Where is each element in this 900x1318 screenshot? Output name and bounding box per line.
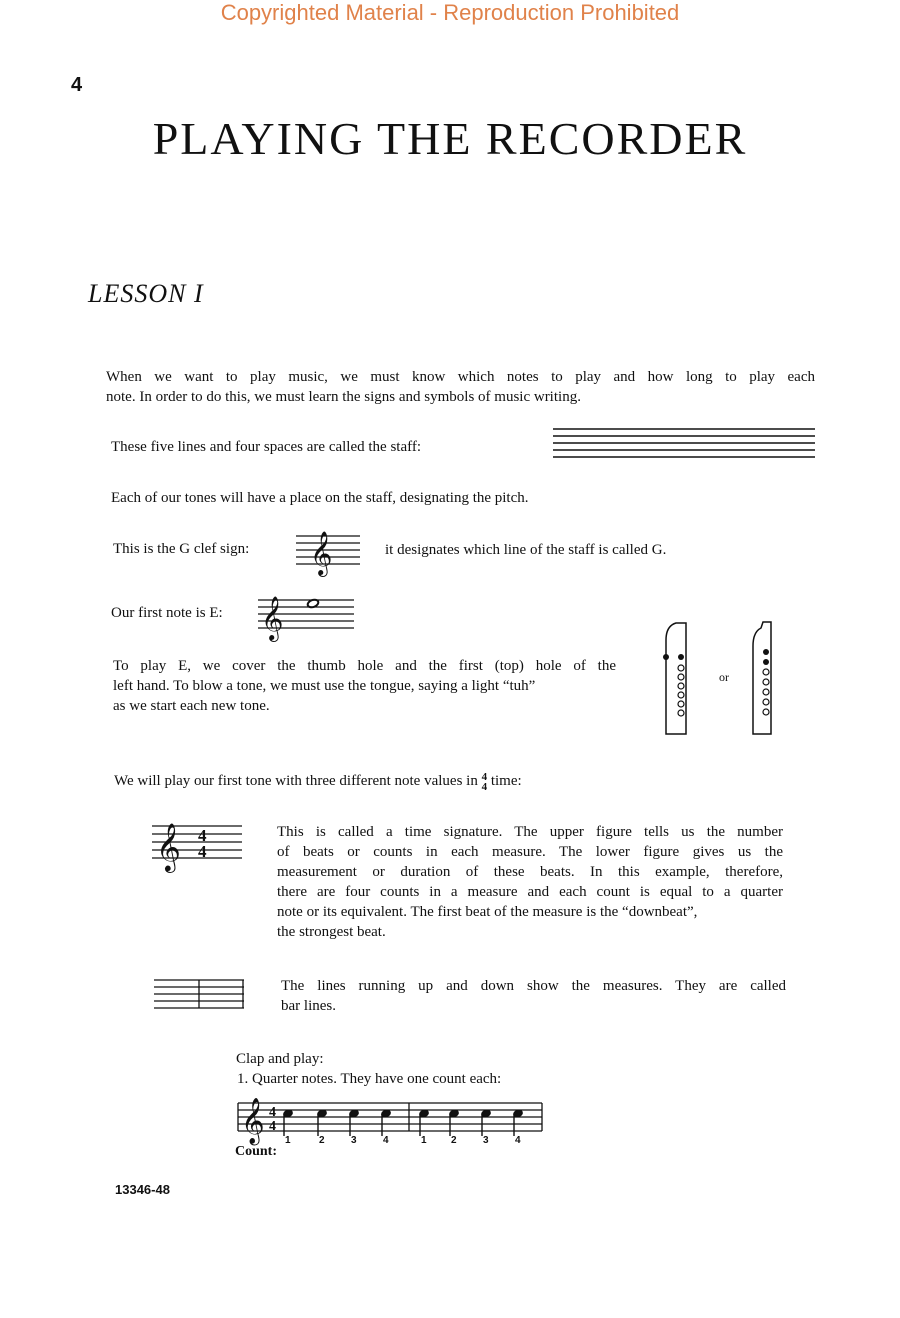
time-sig-denominator: 4 xyxy=(198,842,207,861)
time-sig-desc-line-5: note or its equivalent. The first beat of the measure is the “downbeat”, xyxy=(277,904,698,920)
intro-line-1: When we want to play music, we must know which notes to play and how long to play each xyxy=(106,369,815,385)
recorder-fingering-icon xyxy=(660,620,692,736)
treble-clef-icon: 𝄞 xyxy=(241,1098,265,1144)
time-sig-intro-after: time: xyxy=(490,773,522,789)
play-e-line-2: left hand. To blow a tone, we must use the tongue, saying a light “tuh” xyxy=(113,678,536,694)
intro-line-2: note. In order to do this, we must learn the signs and symbols of music writing. xyxy=(106,389,581,405)
bar-lines-desc-line-1: The lines running up and down show the measures. They are called xyxy=(281,978,786,994)
count-number: 2 xyxy=(451,1135,457,1146)
page-title: PLAYING THE RECORDER xyxy=(152,113,748,164)
recorder-fingering-alt-icon xyxy=(749,620,781,736)
play-e-line-3: as we start each new tone. xyxy=(113,698,270,714)
time-sig-numerator: 4 xyxy=(198,826,207,845)
time-sig-intro-before: We will play our first tone with three different note values in xyxy=(114,773,478,789)
count-number: 3 xyxy=(351,1135,357,1146)
time-sig-denominator: 4 xyxy=(269,1119,276,1134)
time-sig-desc-line-3: measurement or duration of these beats. In this example, therefore, xyxy=(277,864,783,880)
page-number: 4 xyxy=(71,74,83,96)
inline-time-sig-numerator: 4 xyxy=(481,770,488,783)
gclef-description: it designates which line of the staff is called G. xyxy=(385,542,667,558)
count-number: 4 xyxy=(515,1135,521,1146)
fingering-or: or xyxy=(719,670,729,684)
staff-text: These five lines and four spaces are called the staff: xyxy=(111,439,422,455)
clap-item-1: 1. Quarter notes. They have one count each: xyxy=(237,1071,502,1087)
treble-clef-icon: 𝄞 xyxy=(310,531,333,575)
gclef-staff xyxy=(296,531,360,575)
bar-lines-staff xyxy=(154,977,244,1013)
time-sig-intro xyxy=(114,771,522,792)
pitch-text: Each of our tones will have a place on the staff, designating the pitch. xyxy=(111,490,529,506)
treble-clef-icon: 𝄞 xyxy=(156,822,181,871)
count-label: Count: xyxy=(235,1144,278,1159)
time-sig-desc-line-6: the strongest beat. xyxy=(277,924,386,940)
gclef-label: This is the G clef sign: xyxy=(113,541,250,557)
count-number: 3 xyxy=(483,1135,489,1146)
staff-illustration xyxy=(553,426,815,462)
time-sig-desc-line-1: This is called a time signature. The upper figure tells us the number xyxy=(277,824,783,840)
time-sig-numerator: 4 xyxy=(269,1105,276,1120)
clap-heading: Clap and play: xyxy=(236,1051,324,1067)
lesson-heading: LESSON I xyxy=(88,279,204,308)
e-note-staff xyxy=(258,594,354,640)
time-signature-staff xyxy=(152,820,242,871)
play-e-line-1: To play E, we cover the thumb hole and the first (top) hole of the xyxy=(113,658,616,674)
inline-time-sig-denominator: 4 xyxy=(481,780,488,793)
time-sig-desc-line-2: of beats or counts in each measure. The lower figure gives us the xyxy=(277,844,783,860)
count-row xyxy=(238,1135,543,1149)
inline-time-signature xyxy=(482,772,488,792)
bar-lines-desc-line-2: bar lines. xyxy=(281,998,336,1014)
quarter-notes-staff xyxy=(238,1096,543,1144)
watermark-text: Copyrighted Material - Reproduction Prohibited xyxy=(220,0,680,25)
count-number: 1 xyxy=(285,1135,291,1146)
count-number: 2 xyxy=(319,1135,325,1146)
time-sig-desc-line-4: there are four counts in a measure and each count is equal to a quarter xyxy=(277,884,783,900)
catalog-number: 13346-48 xyxy=(115,1182,170,1197)
treble-clef-icon: 𝄞 xyxy=(261,596,284,640)
count-number: 1 xyxy=(421,1135,427,1146)
count-number: 4 xyxy=(383,1135,389,1146)
first-note-label: Our first note is E: xyxy=(111,605,223,621)
